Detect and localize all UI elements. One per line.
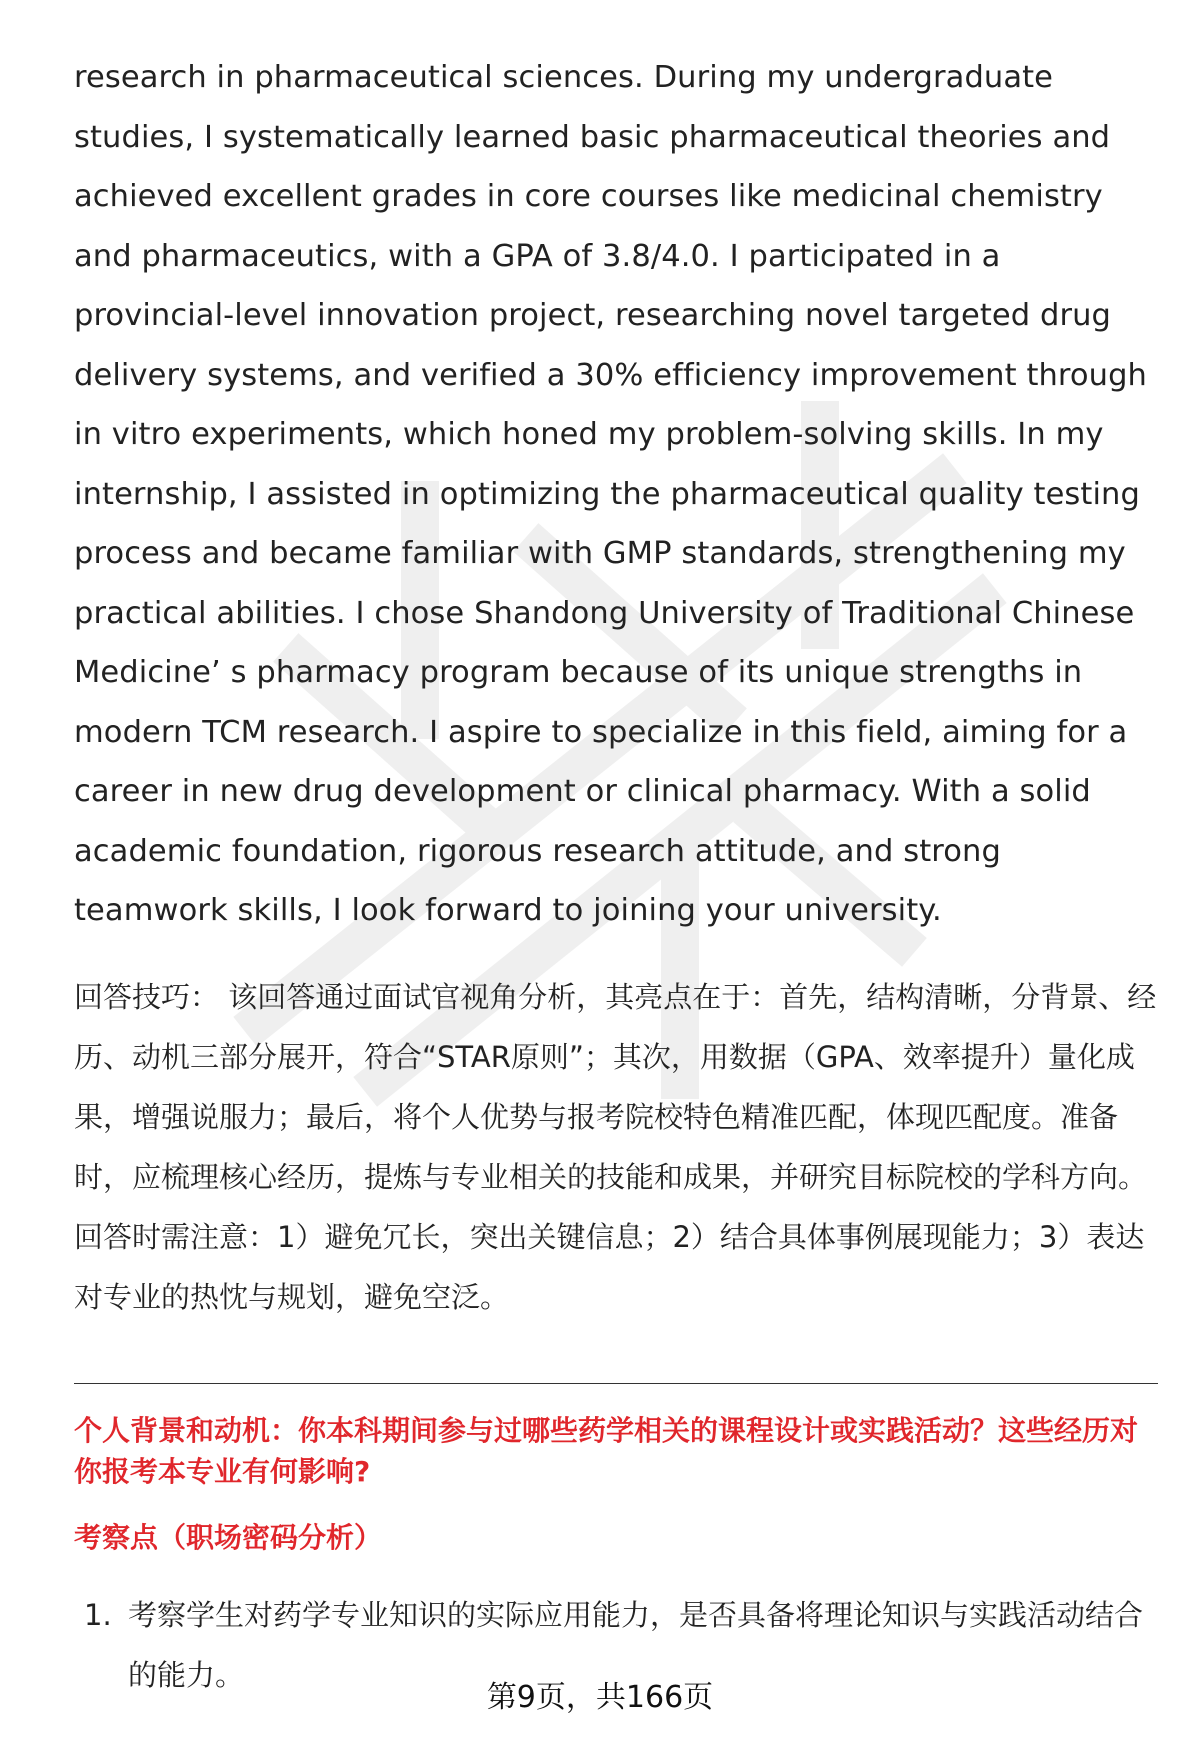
page-content [74, 48, 1160, 1705]
assessment-points-title: 考察点（职场密码分析） [74, 1520, 383, 1554]
question-heading: 个人背景和动机：你本科期间参与过哪些药学相关的课程设计或实践活动？这些经历对你报考本专业有何影响? [74, 1413, 1139, 1488]
page-number-footer: 第9页，共166页 [486, 1680, 714, 1715]
section-divider [74, 1383, 1158, 1384]
answer-paragraph: research in pharmaceutical sciences. During my undergraduate studies, I systematically learned basic pharmaceutical theories and achieved excellent grades in core courses like medicinal chemistry and pharmaceutics, with a GPA of 3.8/4.0. I participated in a provincial-level innovation project, researching novel targeted drug delivery systems, and verified a 30% efficiency improvement through in vitro experiments, which honed my problem-solving skills. In my internship, I assisted in optimizing the pharmaceutical quality testing process and became familiar with GMP standards, strengthening my practical abilities. I chose Shandong University of Traditional Chinese Medicine’ s pharmacy program because of its unique strengths in modern TCM research. I aspire to specialize in this field, aiming for a career in new drug development or clinical pharmacy. With a solid academic foundation, rigorous research attitude, and strong teamwork skills, I look forward to joining your university. [74, 60, 1147, 928]
list-item-number: 1. [84, 1597, 112, 1632]
list-item-text: 考察学生对药学专业知识的实际应用能力，是否具备将理论知识与实践活动结合的能力。 [128, 1597, 1144, 1692]
answer-tips-paragraph: 回答技巧： 该回答通过面试官视角分析，其亮点在于：首先，结构清晰，分背景、经历、动机三部分展开，符合“STAR原则”；其次，用数据（GPA、效率提升）量化成果，增强说服力；最后，将个人优势与报考院校特色精准匹配，体现匹配度。准备时，应梳理核心经历，提炼与专业相关的技能和成果，并研究目标院校的学科方向。回答时需注意：1）避免冗长，突出关键信息；2）结合具体事例展现能力；3）表达对专业的热忱与规划，避免空泛。 [74, 979, 1157, 1314]
